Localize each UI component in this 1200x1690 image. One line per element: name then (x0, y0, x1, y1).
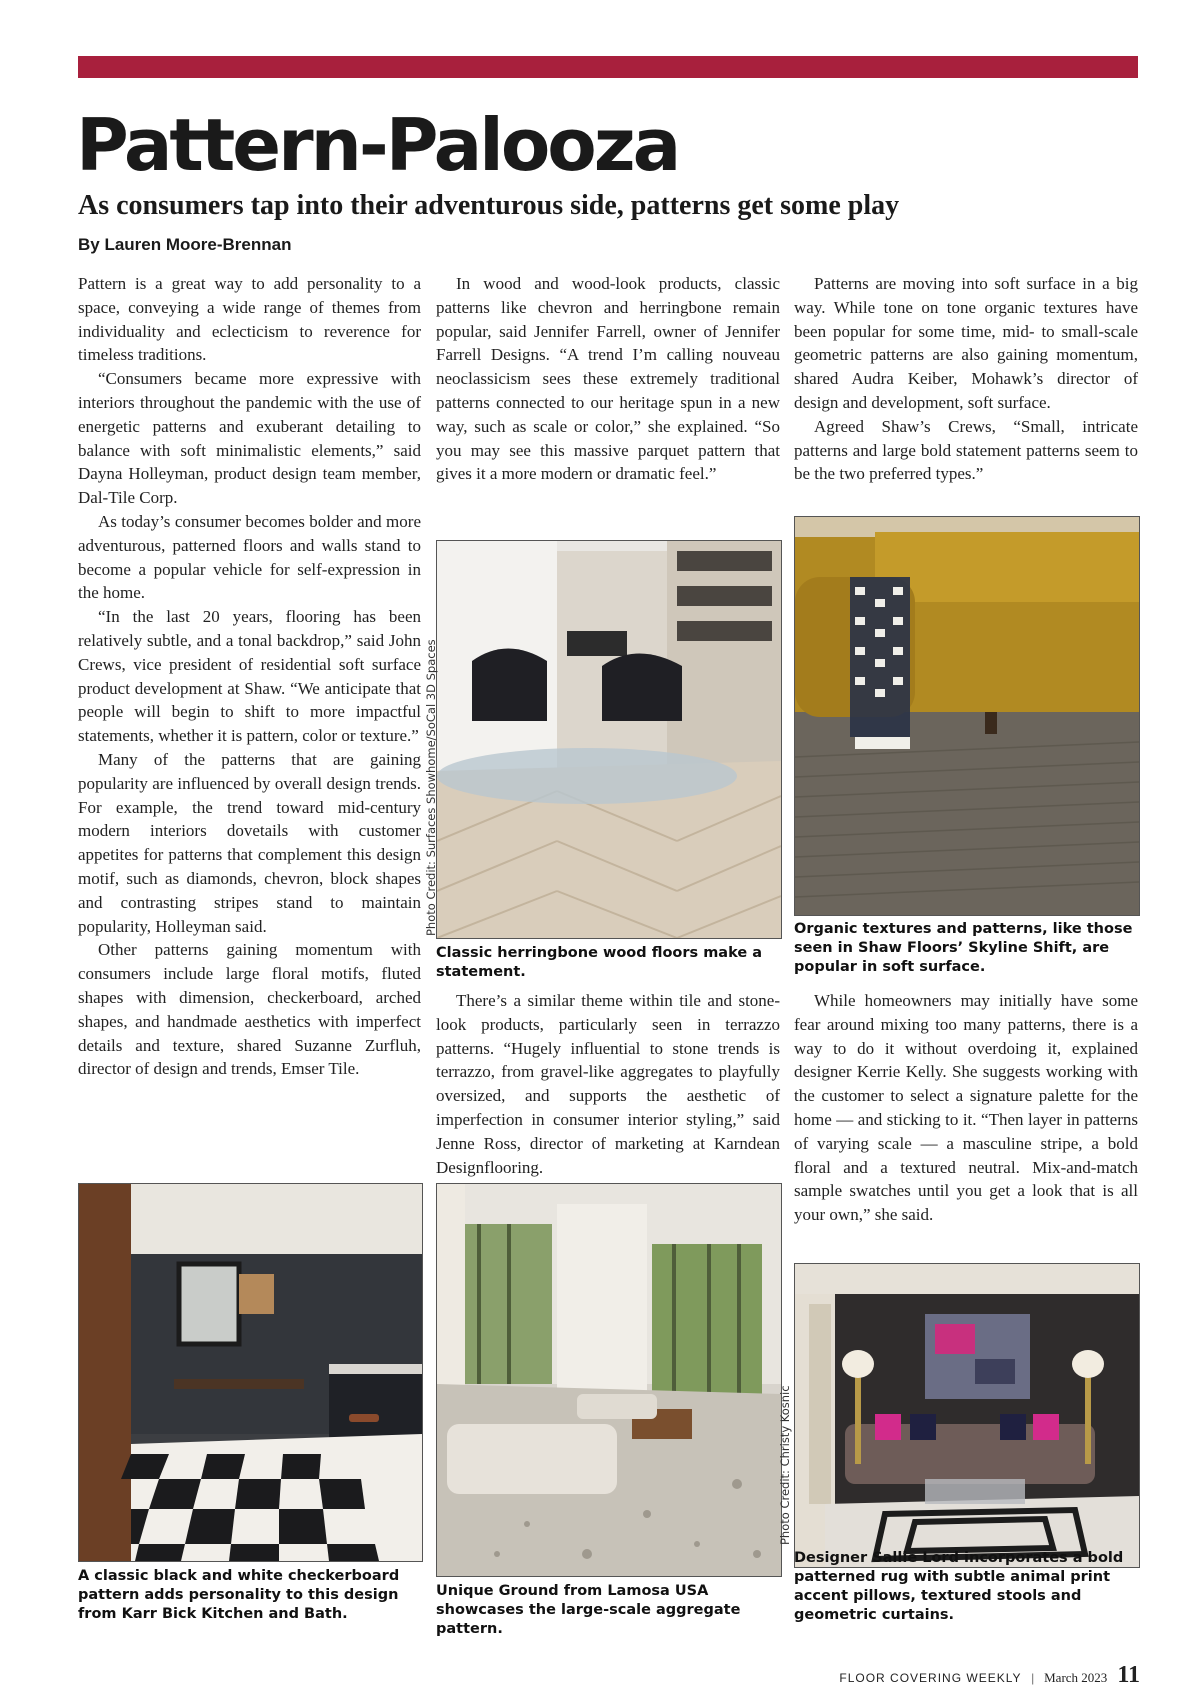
body-column-3-bottom (794, 989, 1138, 1227)
sofa-caption: Organic textures and patterns, like those seen in Shaw Floors’ Skyline Shift, are popular in soft surface. (794, 921, 1133, 975)
herringbone-caption: Classic herringbone wood floors make a statement. (436, 945, 763, 980)
photo-credit: Photo Credit: Christy Kosnic (778, 1385, 792, 1545)
paragraph: Other patterns gaining momentum with consumers include large floral motifs, fluted shapes with dimension, checkerboard, arched shapes, and handmade aesthetics with imperfect details and texture, shared Suzanne Zurfluh, director of design and trends, Emser Tile. (78, 940, 421, 1079)
photo-credit: Photo Credit: Surfaces Showhome/SoCal 3D Spaces (424, 639, 438, 936)
paragraph: “In the last 20 years, flooring has been relatively subtle, and a tonal backdrop,” said John Crews, vice president of residential soft surface product development at Shaw. “We anticipate that people will begin to shift to more impactful statements, whether it is pattern, color or texture.” (78, 607, 421, 746)
body-column-3-top (794, 272, 1138, 486)
checkerboard-kitchen-photo (78, 1183, 423, 1562)
article-byline: By Lauren Moore-Brennan (78, 235, 292, 254)
publication-name: FLOOR COVERING WEEKLY (839, 1671, 1022, 1685)
body-column-2-top (436, 272, 780, 486)
paragraph: Agreed Shaw’s Crews, “Small, intricate patterns and large bold statement patterns seem to be the two preferred types.” (794, 416, 1138, 484)
body-column-1 (78, 272, 421, 1081)
footer-separator: | (1031, 1670, 1035, 1685)
paragraph: Pattern is a great way to add personality to a space, conveying a wide range of themes from individuality and eclecticism to reverence for timeless traditions. (78, 274, 421, 365)
accent-bar (78, 56, 1138, 78)
paragraph: There’s a similar theme within tile and stone-look products, particularly seen in terrazzo patterns. “Hugely influential to stone trends is terrazzo, from gravel-like aggregates to playfully oversized, and supports the aesthetic of imperfection in consumer interior styling,” said Jenne Ross, director of marketing at Karndean Designflooring. (436, 991, 780, 1177)
livingroom-caption: Designer Sallie Lord incorporates a bold patterned rug with subtle animal print accent pillows, textured stools and geometric curtains. (794, 1550, 1124, 1623)
article-subtitle: As consumers tap into their adventurous side, patterns get some play (78, 190, 900, 221)
herringbone-floor-photo (436, 540, 782, 939)
yellow-sofa-photo (794, 516, 1140, 916)
article-title: Pattern-Palooza (76, 103, 679, 187)
terrazzo-caption: Unique Ground from Lamosa USA showcases the large-scale aggregate pattern. (436, 1583, 741, 1637)
paragraph: “Consumers became more expressive with interiors throughout the pandemic with the use of energetic patterns and exuberant detailing to balance with soft minimalistic elements,” said Dayna Holleyman, product design team member, Dal-Tile Corp. (78, 369, 421, 508)
body-column-2-bottom (436, 989, 780, 1179)
paragraph: As today’s consumer becomes bolder and more adventurous, patterned floors and walls stand to become a popular vehicle for self-expression in the home. (78, 511, 421, 603)
checkerboard-caption: A classic black and white checkerboard pattern adds personality to this design from Karr Bick Kitchen and Bath. (78, 1568, 400, 1622)
patterned-rug-living-room-photo (794, 1263, 1140, 1568)
issue-date: March 2023 (1044, 1670, 1108, 1685)
paragraph: While homeowners may initially have some fear around mixing too many patterns, there is a way to do it without overdoing it, explained designer Kerrie Kelly. She suggests working with the customer to select a signature palette for the home — and sticking to it. “Then layer in patterns of varying scale — a masculine stripe, a bold floral and a textured neutral. Mix-and-match sample swatches until you get a look that is all your own,” she said. (794, 991, 1138, 1225)
paragraph: In wood and wood-look products, classic patterns like chevron and herringbone remain popular, said Jennifer Farrell, owner of Jennifer Farrell Designs. “A trend I’m calling nouveau neoclassicism sees these extremely traditional patterns connected to our heritage spun in a new way, such as scale or color,” she explained. “So you may see this massive parquet pattern that gives it a more modern or dramatic feel.” (436, 274, 780, 484)
terrazzo-living-room-photo (436, 1183, 782, 1577)
paragraph: Many of the patterns that are gaining popularity are influenced by overall design trends. For example, the trend toward mid-century modern interiors dovetails with customer appetites for patterns that complement this design motif, such as diamonds, chevron, block shapes and contrasting stripes stand to maintain popularity, Holleyman said. (78, 749, 421, 936)
paragraph: Patterns are moving into soft surface in a big way. While tone on tone organic textures have been popular for some time, mid- to small-scale geometric patterns are also gaining momentum, shared Audra Keiber, Mohawk’s director of design and development, soft surface. (794, 274, 1138, 412)
page-number: 11 (1117, 1662, 1140, 1688)
page-footer (839, 1662, 1140, 1690)
